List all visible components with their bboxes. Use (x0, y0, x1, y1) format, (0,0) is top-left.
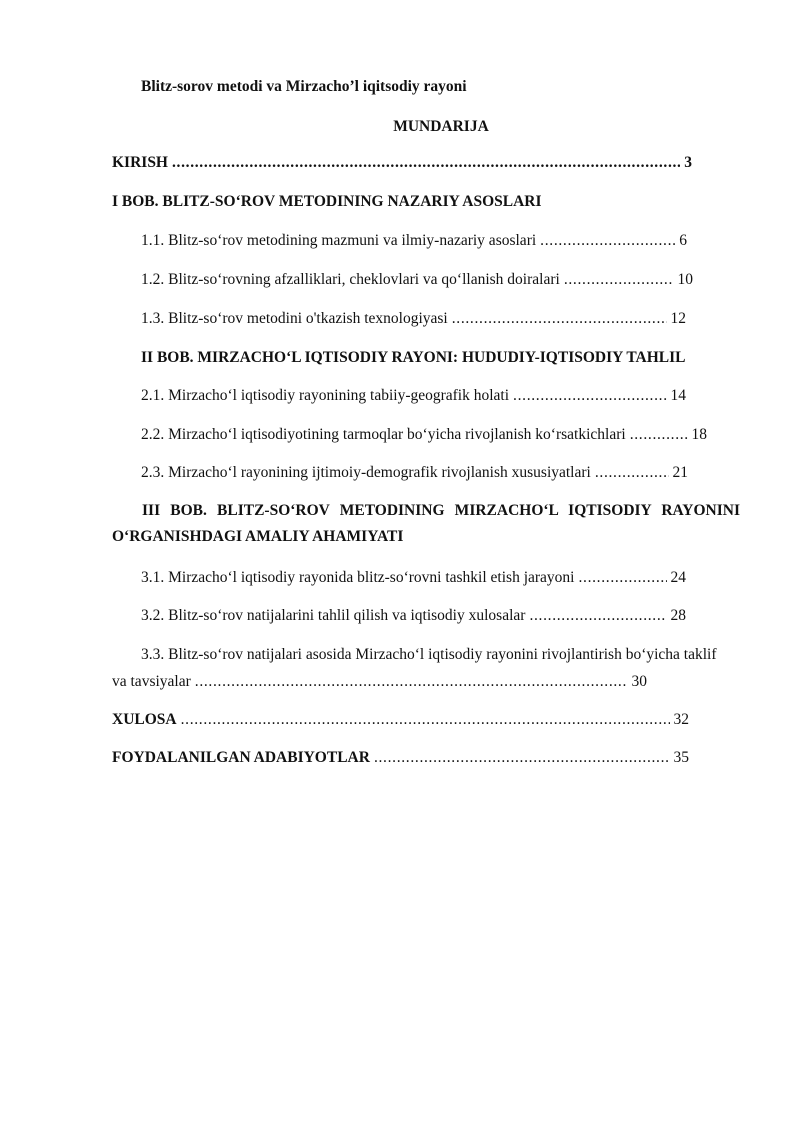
toc-entry-3-3[interactable] (112, 672, 647, 692)
toc-entry-page: 30 (631, 673, 647, 690)
toc-entry-page: 32 (673, 711, 689, 728)
toc-entry-3-1[interactable] (141, 568, 686, 588)
toc-entry-label: 1.2. Blitz-so‘rovning afzalliklari, cheklovlari va qo‘llanish doiralari (141, 271, 560, 288)
toc-entry-label: 1.1. Blitz-so‘rov metodining mazmuni va ilmiy-nazariy asoslari (141, 232, 537, 249)
toc-entry-page: 18 (691, 426, 707, 443)
leader-dots (540, 231, 675, 251)
toc-entry-page: 12 (670, 310, 686, 327)
toc-entry-page: 3 (684, 154, 692, 171)
toc-entry-3-2[interactable] (141, 606, 686, 626)
toc-entry-label: 3.1. Mirzacho‘l iqtisodiy rayonida blitz-so‘rovni tashkil etish jarayoni (141, 569, 575, 586)
toc-chapter-1[interactable]: I BOB. BLITZ-SO‘ROV METODINING NAZARIY ASOSLARI (112, 193, 542, 210)
leader-dots (513, 386, 666, 406)
toc-entry-conclusion[interactable] (112, 710, 689, 730)
leader-dots (630, 425, 688, 445)
toc-entry-label: KIRISH (112, 154, 168, 171)
toc-entry-page: 10 (677, 271, 693, 288)
toc-entry-1-1[interactable] (141, 231, 687, 251)
toc-chapter-3[interactable]: III BOB. BLITZ-SO‘ROV METODINING MIRZACHO‘L IQTISODIY RAYONINI O‘RGANISHDAGI AMALIY AHAMIYATI (112, 502, 740, 545)
toc-entry-page: 28 (670, 607, 686, 624)
toc-entry-page: 35 (673, 749, 689, 766)
toc-entry-label: 1.3. Blitz-so‘rov metodini o'tkazish texnologiyasi (141, 310, 448, 327)
toc-entry-page: 24 (670, 569, 686, 586)
toc-entry-1-2[interactable] (141, 270, 693, 290)
leader-dots (172, 153, 680, 173)
leader-dots (529, 606, 666, 626)
toc-entry-page: 14 (670, 387, 686, 404)
leader-dots (578, 568, 666, 588)
toc-entry-label: XULOSA (112, 711, 177, 728)
toc-chapter-2[interactable]: II BOB. MIRZACHO‘L IQTISODIY RAYONI: HUDUDIY-IQTISODIY TAHLIL (141, 349, 686, 366)
toc-entry-references[interactable] (112, 748, 689, 768)
leader-dots (595, 463, 669, 483)
toc-entry-label: 2.2. Mirzacho‘l iqtisodiyotining tarmoqlar bo‘yicha rivojlanish ko‘rsatkichlari (141, 426, 626, 443)
toc-entry-page: 21 (672, 464, 688, 481)
document-title: Blitz-sorov metodi va Mirzacho’l iqitsodiy rayoni (141, 78, 467, 95)
toc-entry-1-3[interactable] (141, 309, 686, 329)
leader-dots (564, 270, 674, 290)
toc-heading: MUNDARIJA (393, 118, 489, 135)
toc-entry-2-1[interactable] (141, 386, 686, 406)
toc-entry-label: 3.2. Blitz-so‘rov natijalarini tahlil qilish va iqtisodiy xulosalar (141, 607, 526, 624)
toc-entry-label: FOYDALANILGAN ADABIYOTLAR (112, 749, 370, 766)
leader-dots (374, 748, 670, 768)
leader-dots (195, 672, 628, 692)
toc-entry-intro[interactable] (112, 153, 692, 173)
toc-entry-label: va tavsiyalar (112, 673, 191, 690)
toc-entry-label: 2.3. Mirzacho‘l rayonining ijtimoiy-demografik rivojlanish xususiyatlari (141, 464, 591, 481)
toc-entry-page: 6 (679, 232, 687, 249)
toc-entry-label: 2.1. Mirzacho‘l iqtisodiy rayonining tabiiy-geografik holati (141, 387, 510, 404)
toc-entry-3-3-line1[interactable]: 3.3. Blitz-so‘rov natijalari asosida Mirzacho‘l iqtisodiy rayonini rivojlantirish bo‘yicha taklif (141, 646, 717, 663)
toc-entry-2-3[interactable] (141, 463, 688, 483)
leader-dots (452, 309, 667, 329)
leader-dots (181, 710, 670, 730)
toc-entry-2-2[interactable] (141, 425, 707, 445)
